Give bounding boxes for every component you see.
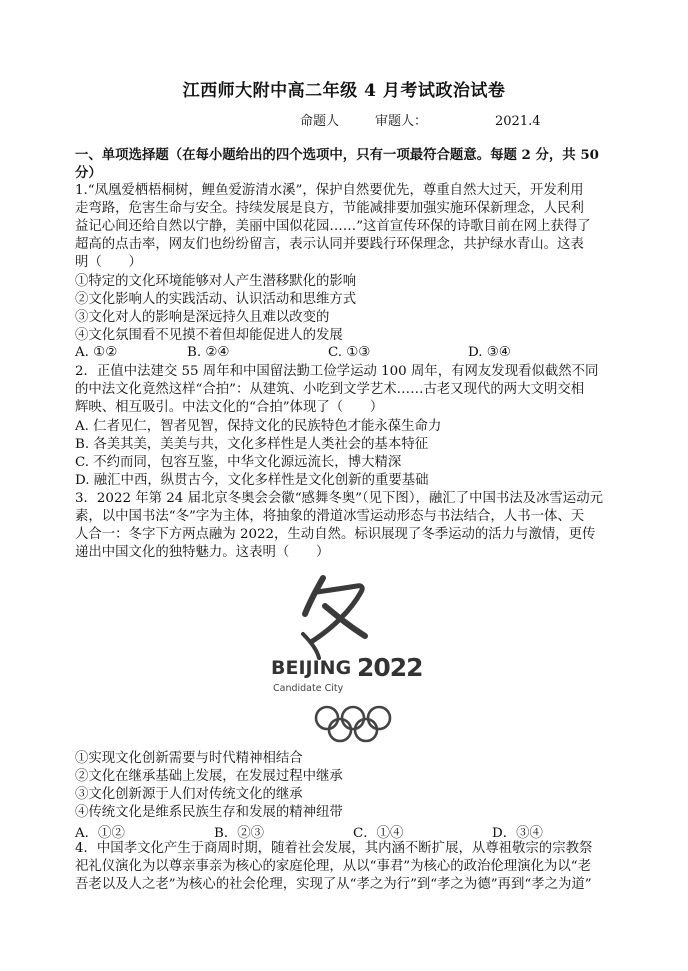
- section-heading: 一、单项选择题（在每小题给出的四个选项中，只有一项最符合题意。每题 2 分，共 50: [75, 147, 599, 163]
- q3-text-line: 3．2022 年第 24 届北京冬奥会会徽“感舞冬奥”（见下图），融汇了中国书法及冰雪运动元: [75, 491, 603, 506]
- q1-statement: ④文化氛围看不见摸不着但却能促进人的发展: [75, 328, 343, 343]
- q3-text-line: 人合一：冬字下方两点融为 2022，生动自然。标识展现了冬季运动的活力与激情，更传: [75, 527, 596, 542]
- q3-option-b[interactable]: B．②③: [214, 826, 265, 841]
- q1-text-line: 益记心间还给自然以宁静，美丽中国似花园……”这首宣传环保的诗歌目前在网上获得了: [75, 219, 591, 234]
- q2-option-d[interactable]: D. 融汇中西，纵贯古今，文化多样性是文化创新的重要基础: [75, 473, 429, 488]
- logo-city-text: BEIJING: [271, 657, 352, 679]
- q4-text-line: 吾老以及人之老”为核心的社会伦理，实现了从“孝之为行”到“孝之为德”再到“孝之为道”: [75, 877, 592, 892]
- q1-text-line: 明（ ）: [75, 255, 142, 270]
- reviewer-label: 审题人：: [375, 114, 428, 129]
- logo-year-text: 2022: [357, 653, 423, 682]
- q1-option-a[interactable]: A. ①②: [75, 345, 118, 360]
- q4-text-line: 4．中国孝文化产生于商周时期，随着社会发展，其内涵不断扩展，从尊祖敬宗的宗教祭: [75, 841, 593, 856]
- q3-option-a[interactable]: A．①②: [75, 826, 125, 841]
- q1-text-line: 超高的点击率，网友们也纷纷留言，表示认同并要践行环保理念，共护绿水青山。这表: [75, 237, 584, 252]
- section-heading-cont: 分）: [75, 165, 102, 181]
- q2-option-b[interactable]: B. 各美其美，美美与共，文化多样性是人类社会的基本特征: [75, 437, 429, 452]
- beijing-2022-logo-image: [265, 570, 430, 750]
- proposer-label: 命题人: [300, 114, 340, 129]
- logo-subtitle-text: Candidate City: [273, 683, 344, 694]
- q2-option-c[interactable]: C. 不约而同，包容互鉴，中华文化源远流长，博大精深: [75, 455, 402, 470]
- exam-meta: [300, 110, 541, 129]
- q3-statement: ②文化在继承基础上发展，在发展过程中继承: [75, 769, 343, 784]
- q3-option-d[interactable]: D．③④: [492, 826, 543, 841]
- q3-text-line: 素，以中国书法“冬”字为主体，将抽象的滑道冰雪运动形态与书法结合，人书一体、天: [75, 509, 585, 524]
- q3-statement: ①实现文化创新需要与时代精神相结合: [75, 751, 303, 766]
- q1-statement: ②文化影响人的实践活动、认识活动和思维方式: [75, 292, 357, 307]
- q1-text-line: 1.“凤凰爱栖梧桐树，鲤鱼爱游清水溪”，保护自然要优先，尊重自然大过天，开发利用: [75, 183, 584, 198]
- olympic-rings-icon: [316, 707, 390, 741]
- q1-text-line: 走弯路，危害生命与安全。持续发展是良方，节能减排要加强实施环保新理念，人民利: [75, 201, 584, 216]
- q1-option-b[interactable]: B. ②④: [187, 345, 230, 360]
- q3-text-line: 递出中国文化的独特魅力。这表明（ ）: [75, 545, 330, 560]
- q1-statement: ③文化对人的影响是深远持久且难以改变的: [75, 310, 330, 325]
- q1-option-d[interactable]: D. ③④: [468, 345, 511, 360]
- q2-text-line: 2．正值中法建交 55 周年和中国留法勤工俭学运动 100 周年，有网友发现看似截然不同: [75, 364, 599, 379]
- q2-option-a[interactable]: A. 仁者见仁，智者见智，保持文化的民族特色才能永葆生命力: [75, 419, 442, 434]
- q3-statement: ④传统文化是维系民族生存和发展的精神纽带: [75, 805, 343, 820]
- q3-statement: ③文化创新源于人们对传统文化的继承: [75, 787, 303, 802]
- q1-option-c[interactable]: C. ①③: [328, 345, 371, 360]
- q3-option-c[interactable]: C．①④: [353, 826, 404, 841]
- exam-date: 2021.4: [495, 114, 541, 129]
- exam-title: 江西师大附中高二年级 4 月考试政治试卷: [182, 81, 506, 101]
- q2-text-line: 辉映、相互吸引。中法文化的“合拍”体现了（ ）: [75, 400, 384, 415]
- q1-statement: ①特定的文化环境能够对人产生潜移默化的影响: [75, 274, 357, 289]
- q4-text-line: 祀礼仪演化为以尊亲事亲为核心的家庭伦理，从以“事君”为核心的政治伦理演化为以“老: [75, 859, 591, 874]
- q2-text-line: 的中法文化竟然这样“合拍”：从建筑、小吃到文学艺术……古老又现代的两大文明交相: [75, 382, 585, 397]
